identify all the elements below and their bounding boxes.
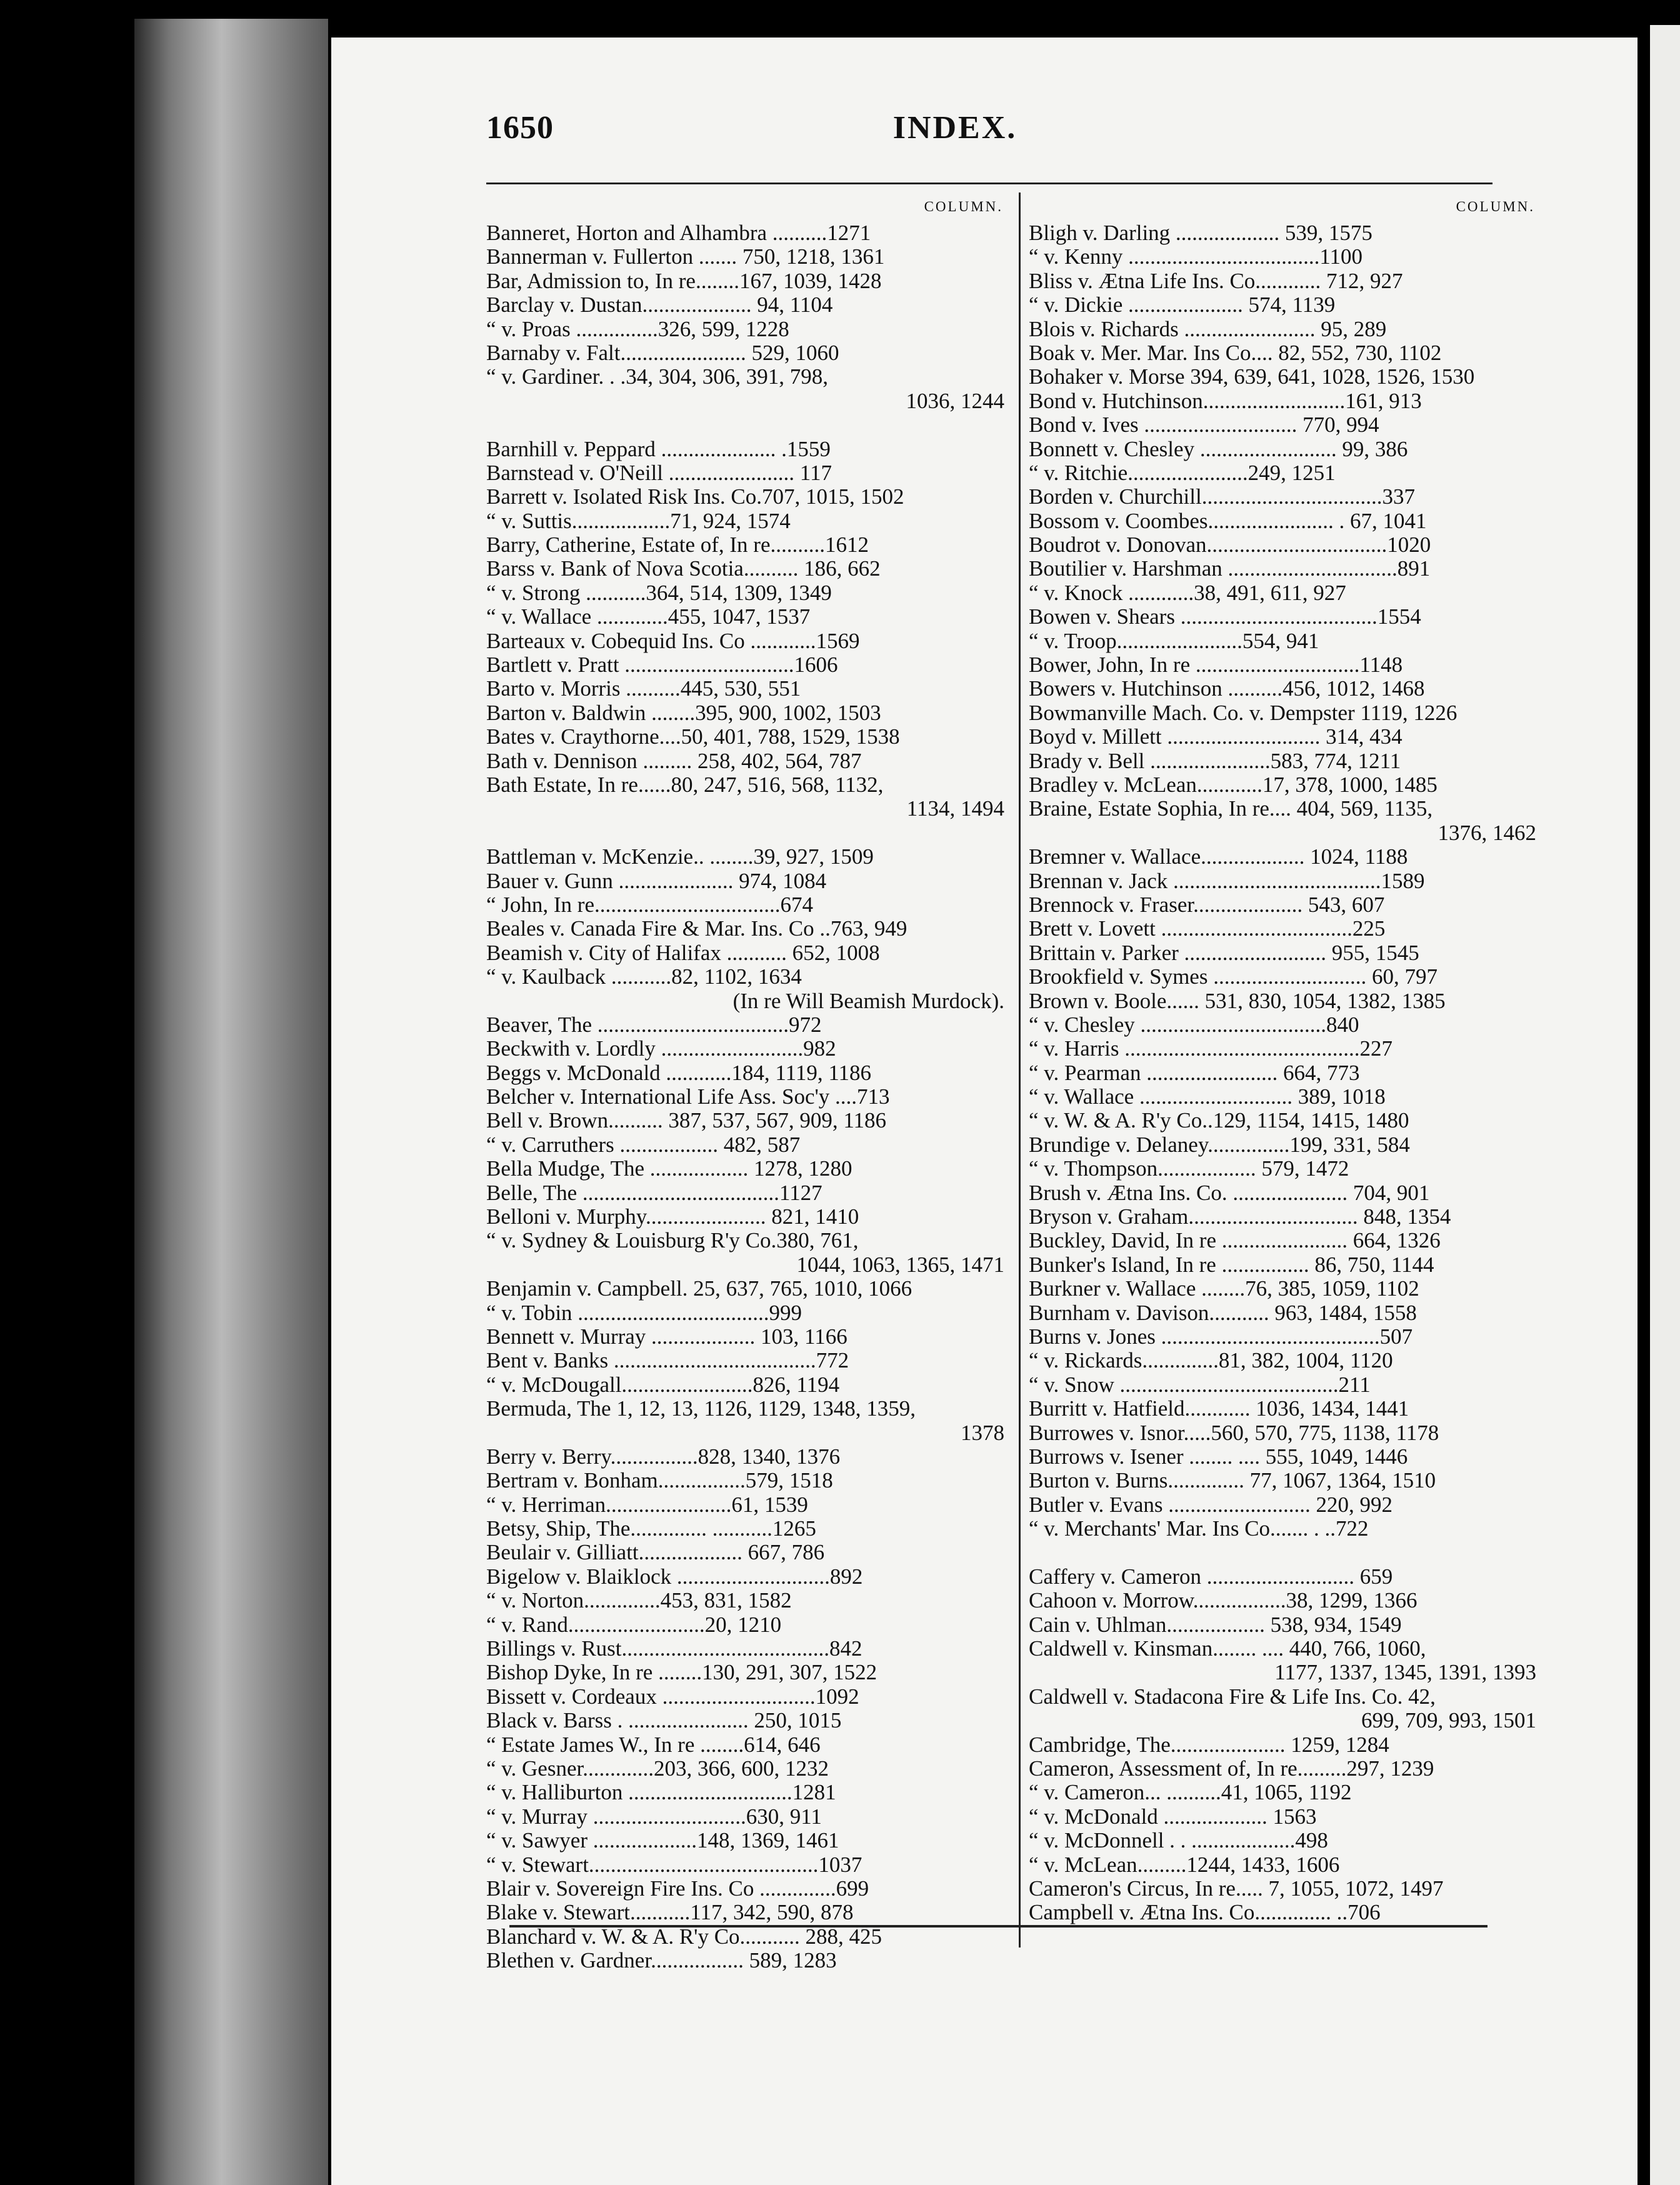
index-entry: Cambridge, The..................... 1259, 1284 <box>1029 1732 1389 1757</box>
index-entry: Cameron's Circus, In re..... 7, 1055, 1072, 1497 <box>1029 1876 1444 1901</box>
index-entry: 1177, 1337, 1345, 1391, 1393 <box>1274 1661 1536 1685</box>
index-entry: Betsy, Ship, The.............. ...........1265 <box>486 1517 816 1541</box>
index-entry: “ v. Norton..............453, 831, 1582 <box>486 1589 792 1613</box>
index-entry: Beulair v. Gilliatt................... 667, 786 <box>486 1541 825 1565</box>
index-entry: Bartlett v. Pratt ...............................1606 <box>486 653 838 678</box>
index-entry: Bell v. Brown.......... 387, 537, 567, 909, 1186 <box>486 1109 887 1133</box>
index-entry: Barnaby v. Falt....................... 529, 1060 <box>486 341 839 365</box>
index-entry: 1134, 1494 <box>906 797 1004 821</box>
index-entry: 1044, 1063, 1365, 1471 <box>796 1252 1004 1277</box>
index-entry: “ v. Knock ............38, 491, 611, 927 <box>1029 581 1346 605</box>
index-entry: Caldwell v. Stadacona Fire & Life Ins. Co. 42, <box>1029 1684 1436 1709</box>
index-entry: Buckley, David, In re ....................... 664, 1326 <box>1029 1229 1441 1253</box>
index-entry: “ v. McDonald ................... 1563 <box>1029 1804 1317 1829</box>
index-entry: Beamish v. City of Halifax ........... 652, 1008 <box>486 941 880 965</box>
index-entry: Bigelow v. Blaiklock ............................892 <box>486 1564 863 1589</box>
index-entry: Barclay v. Dustan.................... 94, 1104 <box>486 293 833 318</box>
index-entry: Berry v. Berry................828, 1340, 1376 <box>486 1444 841 1469</box>
index-entry: Bunker's Island, In re ................ 86, 750, 1144 <box>1029 1252 1434 1277</box>
index-entry: “ v. Ritchie......................249, 1251 <box>1029 461 1336 485</box>
index-entry: “ Estate James W., In re ........614, 646 <box>486 1732 821 1757</box>
index-entry: Bowmanville Mach. Co. v. Dempster 1119, 1226 <box>1029 701 1458 725</box>
index-entry: Caldwell v. Kinsman........ .... 440, 766, 1060, <box>1029 1637 1426 1661</box>
header-rule <box>486 182 1492 184</box>
index-entry-list <box>1029 221 1540 1925</box>
index-entry: Black v. Barss . ...................... 250, 1015 <box>486 1709 842 1733</box>
index-entry: Campbell v. Ætna Ins. Co.............. ..706 <box>1029 1901 1381 1925</box>
index-entry: Brown v. Boole...... 531, 830, 1054, 1382, 1385 <box>1029 989 1446 1013</box>
index-entry: “ v. Stewart..........................................1037 <box>486 1852 862 1877</box>
index-entry: Brennock v. Fraser.................... 543, 607 <box>1029 892 1385 917</box>
index-entry: Barss v. Bank of Nova Scotia.......... 186, 662 <box>486 557 881 581</box>
index-entry: Benjamin v. Campbell. 25, 637, 765, 1010, 1066 <box>486 1277 912 1301</box>
index-entry: “ v. Sawyer ...................148, 1369, 1461 <box>486 1829 839 1853</box>
index-entry: Brookfield v. Symes ............................ 60, 797 <box>1029 965 1438 989</box>
index-entry: Beggs v. McDonald ............184, 1119, 1186 <box>486 1061 872 1085</box>
index-entry: Bond v. Hutchinson..........................161, 913 <box>1029 389 1422 413</box>
index-entry: Brady v. Bell ......................583, 774, 1211 <box>1029 749 1401 773</box>
index-entry: Belcher v. International Life Ass. Soc'y ....713 <box>486 1085 890 1109</box>
index-entry: “ v. Pearman ........................ 664, 773 <box>1029 1061 1360 1085</box>
index-entry: Burnham v. Davison........... 963, 1484, 1558 <box>1029 1301 1417 1325</box>
index-entry: Brett v. Lovett ...................................225 <box>1029 917 1386 941</box>
index-entry: “ v. Murray ............................630, 911 <box>486 1804 822 1829</box>
index-entry: Burrowes v. Isnor.....560, 570, 775, 1138, 1178 <box>1029 1421 1439 1445</box>
index-entry: “ v. Herriman.......................61, 1539 <box>486 1492 808 1517</box>
index-entry: Bath v. Dennison ......... 258, 402, 564, 787 <box>486 749 862 773</box>
page-header <box>486 109 1424 159</box>
index-entry: Bertram v. Bonham................579, 1518 <box>486 1469 833 1493</box>
index-entry: Burkner v. Wallace ........76, 385, 1059, 1102 <box>1029 1277 1419 1301</box>
index-entry: 1376, 1462 <box>1438 821 1536 845</box>
index-entry: “ v. Sydney & Louisburg R'y Co.380, 761, <box>486 1229 859 1253</box>
column-heading: COLUMN. <box>1456 199 1535 214</box>
index-entry <box>486 821 1008 845</box>
index-entry: “ v. Snow ........................................211 <box>1029 1372 1371 1397</box>
index-entry: “ v. Strong ...........364, 514, 1309, 1349 <box>486 581 832 605</box>
index-entry: Bates v. Craythorne....50, 401, 788, 1529, 1538 <box>486 725 900 749</box>
book-spine-edge <box>134 19 328 2185</box>
index-entry <box>1029 1541 1540 1564</box>
footer-rule <box>509 1925 1488 1928</box>
index-entry: Bonnett v. Chesley ......................... 99, 386 <box>1029 437 1408 461</box>
index-entry: “ v. Thompson.................. 579, 1472 <box>1029 1157 1349 1181</box>
index-entry: Blethen v. Gardner................. 589, 1283 <box>486 1949 837 1973</box>
index-entry: Bent v. Banks .....................................772 <box>486 1349 849 1373</box>
index-entry: Billings v. Rust......................................842 <box>486 1637 862 1661</box>
index-entry: “ v. Dickie ..................... 574, 1139 <box>1029 293 1336 318</box>
index-entry: Bermuda, The 1, 12, 13, 1126, 1129, 1348, 1359, <box>486 1397 916 1421</box>
index-entry: “ John, In re..................................674 <box>486 892 814 917</box>
index-entry: Bauer v. Gunn ..................... 974, 1084 <box>486 869 827 893</box>
index-entry: Brush v. Ætna Ins. Co. ..................... 704, 901 <box>1029 1181 1430 1205</box>
index-entry: Cahoon v. Morrow.................38, 1299, 1366 <box>1029 1589 1418 1613</box>
page-number: 1650 <box>486 110 554 146</box>
index-entry: Borden v. Churchill.................................337 <box>1029 485 1415 509</box>
index-entry: Bath Estate, In re......80, 247, 516, 568, 1132, <box>486 772 884 797</box>
index-entry: Bar, Admission to, In re........167, 1039, 1428 <box>486 269 882 293</box>
index-entry: Burton v. Burns.............. 77, 1067, 1364, 1510 <box>1029 1469 1436 1493</box>
index-entry: “ v. Halliburton ..............................1281 <box>486 1781 836 1805</box>
index-entry: Blois v. Richards ........................ 95, 289 <box>1029 317 1387 341</box>
index-entry: “ v. Troop.......................554, 941 <box>1029 629 1319 653</box>
index-entry: “ v. Gardiner. . .34, 304, 306, 391, 798, <box>486 365 828 389</box>
index-entry: “ v. Rand.........................20, 1210 <box>486 1612 782 1637</box>
index-entry: Blanchard v. W. & A. R'y Co........... 288, 425 <box>486 1924 882 1949</box>
index-entry: “ v. Proas ...............326, 599, 1228 <box>486 317 789 341</box>
index-entry: 699, 709, 993, 1501 <box>1361 1709 1536 1733</box>
index-entry: Bannerman v. Fullerton ....... 750, 1218, 1361 <box>486 245 885 269</box>
index-entry: Bliss v. Ætna Life Ins. Co............ 712, 927 <box>1029 269 1403 293</box>
index-entry: Cameron, Assessment of, In re.........297, 1239 <box>1029 1757 1434 1781</box>
index-entry: “ v. Harris ...........................................227 <box>1029 1037 1392 1061</box>
index-entry: Barrett v. Isolated Risk Ins. Co.707, 1015, 1502 <box>486 485 904 509</box>
index-entry: Burrows v. Isener ........ .... 555, 1049, 1446 <box>1029 1444 1408 1469</box>
index-page <box>331 38 1638 2185</box>
index-entry: Bissett v. Cordeaux ............................1092 <box>486 1684 859 1709</box>
index-entry: “ v. Carruthers .................. 482, 587 <box>486 1132 801 1157</box>
index-entry: Bowen v. Shears ....................................1554 <box>1029 605 1421 629</box>
index-entry: Brittain v. Parker .......................... 955, 1545 <box>1029 941 1419 965</box>
column-divider <box>1019 192 1021 1948</box>
index-entry: Beckwith v. Lordly ..........................982 <box>486 1037 836 1061</box>
index-entry: “ v. McLean.........1244, 1433, 1606 <box>1029 1852 1340 1877</box>
index-entry: “ v. McDougall........................826, 1194 <box>486 1372 840 1397</box>
index-entry: Bossom v. Coombes....................... . 67, 1041 <box>1029 509 1427 533</box>
index-entry: Brennan v. Jack ......................................1589 <box>1029 869 1425 893</box>
index-entry: Beaver, The ...................................972 <box>486 1012 822 1037</box>
page-title: INDEX. <box>892 110 1018 146</box>
index-entry: Bella Mudge, The .................. 1278, 1280 <box>486 1157 852 1181</box>
index-entry <box>486 413 1008 437</box>
index-entry: “ v. Gesner.............203, 366, 600, 1232 <box>486 1757 829 1781</box>
index-entry: Belloni v. Murphy...................... 821, 1410 <box>486 1205 859 1229</box>
index-entry: “ v. Wallace ............................ 389, 1018 <box>1029 1085 1386 1109</box>
index-entry: 1036, 1244 <box>906 389 1004 413</box>
index-entry: Barto v. Morris ..........445, 530, 551 <box>486 677 801 701</box>
index-entry: “ v. Rickards..............81, 382, 1004, 1120 <box>1029 1349 1393 1373</box>
index-entry: Bradley v. McLean............17, 378, 1000, 1485 <box>1029 772 1438 797</box>
index-entry: Caffery v. Cameron ........................... 659 <box>1029 1564 1393 1589</box>
index-entry: Butler v. Evans .......................... 220, 992 <box>1029 1492 1392 1517</box>
index-entry: Bohaker v. Morse 394, 639, 641, 1028, 1526, 1530 <box>1029 365 1475 389</box>
index-entry: “ v. Chesley ..................................840 <box>1029 1012 1359 1037</box>
index-entry: Bower, John, In re ..............................1148 <box>1029 653 1403 678</box>
index-entry: Barnstead v. O'Neill ....................... 117 <box>486 461 832 485</box>
index-column-left <box>486 192 1008 1973</box>
index-entry: Brundige v. Delaney...............199, 331, 584 <box>1029 1132 1410 1157</box>
index-entry: Braine, Estate Sophia, In re.... 404, 569, 1135, <box>1029 797 1433 821</box>
index-entry: Burritt v. Hatfield............ 1036, 1434, 1441 <box>1029 1397 1409 1421</box>
index-entry: Bowers v. Hutchinson ..........456, 1012, 1468 <box>1029 677 1425 701</box>
index-entry: Burns v. Jones ........................................507 <box>1029 1324 1413 1349</box>
index-entry: Battleman v. McKenzie.. ........39, 927, 1509 <box>486 845 874 869</box>
index-entry: Belle, The ....................................1127 <box>486 1181 822 1205</box>
index-entry: “ v. W. & A. R'y Co..129, 1154, 1415, 1480 <box>1029 1109 1409 1133</box>
index-entry: Banneret, Horton and Alhambra ..........1271 <box>486 221 871 245</box>
index-entry: Beales v. Canada Fire & Mar. Ins. Co ..763, 949 <box>486 917 908 941</box>
index-column-right <box>1029 192 1540 1925</box>
index-entry: “ v. McDonnell . . ...................498 <box>1029 1829 1328 1853</box>
index-entry: “ v. Wallace .............455, 1047, 1537 <box>486 605 811 629</box>
index-entry: Barton v. Baldwin ........395, 900, 1002, 1503 <box>486 701 881 725</box>
index-entry: Blair v. Sovereign Fire Ins. Co ..............699 <box>486 1876 869 1901</box>
index-entry: (In re Will Beamish Murdock). <box>732 989 1004 1013</box>
index-entry: Barteaux v. Cobequid Ins. Co ............1569 <box>486 629 860 653</box>
index-entry: 1378 <box>961 1421 1004 1445</box>
index-entry: Bligh v. Darling ................... 539, 1575 <box>1029 221 1372 245</box>
index-entry-list <box>486 221 1008 1973</box>
index-entry: “ v. Cameron... ..........41, 1065, 1192 <box>1029 1781 1352 1805</box>
index-entry: “ v. Tobin ...................................999 <box>486 1301 802 1325</box>
index-entry: Cain v. Uhlman.................. 538, 934, 1549 <box>1029 1612 1402 1637</box>
index-entry: Barnhill v. Peppard ..................... .1559 <box>486 437 831 461</box>
index-entry: “ v. Suttis..................71, 924, 1574 <box>486 509 791 533</box>
index-entry: Bond v. Ives ............................ 770, 994 <box>1029 413 1379 438</box>
index-entry: Boudrot v. Donovan.................................1020 <box>1029 533 1431 558</box>
index-entry: “ v. Kaulback ...........82, 1102, 1634 <box>486 965 802 989</box>
column-heading: COLUMN. <box>924 199 1003 214</box>
index-entry: “ v. Kenny ...................................1100 <box>1029 245 1363 269</box>
index-entry: Boak v. Mer. Mar. Ins Co.... 82, 552, 730, 1102 <box>1029 341 1442 365</box>
index-entry: “ v. Merchants' Mar. Ins Co....... . ..722 <box>1029 1517 1369 1541</box>
index-entry: Boutilier v. Harshman ...............................891 <box>1029 557 1431 581</box>
index-entry: Bishop Dyke, In re ........130, 291, 307, 1522 <box>486 1661 878 1685</box>
index-entry: Boyd v. Millett ............................ 314, 434 <box>1029 725 1402 749</box>
index-entry: Blake v. Stewart...........117, 342, 590, 878 <box>486 1901 854 1925</box>
index-entry: Barry, Catherine, Estate of, In re..........1612 <box>486 533 869 558</box>
index-entry: Bennett v. Murray ................... 103, 1166 <box>486 1324 848 1349</box>
adjacent-page-edge <box>1650 25 1680 2185</box>
index-entry: Bremner v. Wallace................... 1024, 1188 <box>1029 845 1408 869</box>
index-entry: Bryson v. Graham............................... 848, 1354 <box>1029 1205 1451 1229</box>
